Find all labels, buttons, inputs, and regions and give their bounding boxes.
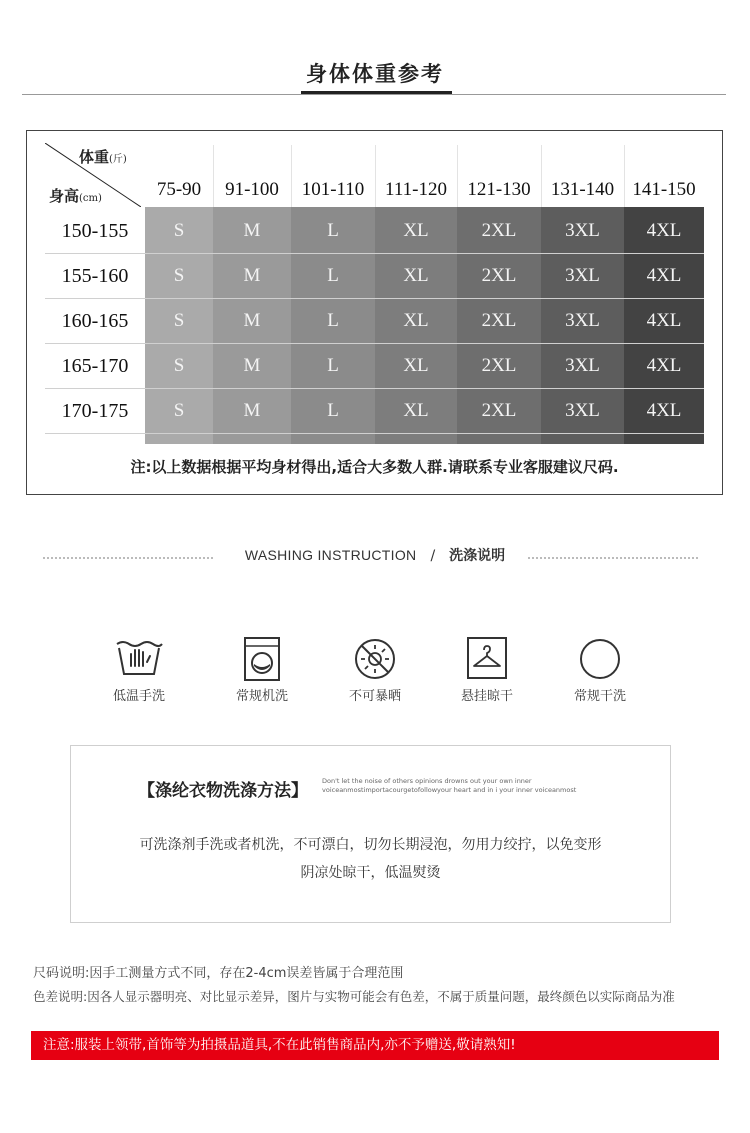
size-cell: 3XL (565, 310, 600, 331)
table-corner-header (45, 143, 141, 207)
size-column (145, 207, 213, 444)
size-cell: 4XL (646, 265, 682, 286)
wash-item-machine-wash (212, 636, 312, 704)
no-sun-icon (350, 636, 400, 682)
row-separator (45, 433, 704, 434)
wash-label: 低温手洗 (112, 689, 165, 704)
size-cell: XL (403, 400, 429, 421)
title-divider (22, 94, 726, 95)
size-column (213, 207, 291, 444)
weight-column-header: 121-130 (467, 179, 531, 200)
hanging-dry-icon (462, 636, 512, 682)
height-row-label: 150-155 (61, 220, 129, 242)
size-cell: S (173, 265, 185, 286)
size-column (457, 207, 541, 444)
wash-label: 常规干洗 (573, 689, 626, 704)
size-column (291, 207, 375, 444)
size-cell: 2XL (481, 310, 517, 331)
quote-line: Don't let the noise of others opinions drowns out your own inner (322, 777, 532, 785)
weight-axis-label: 体重(斤) (79, 148, 127, 166)
method-quote (322, 777, 622, 795)
wash-label: 不可暴晒 (348, 689, 401, 704)
weight-column-header: 75-90 (156, 179, 202, 200)
wash-item-hang-dry (437, 636, 537, 704)
size-cell: M (243, 265, 261, 286)
washing-method-box (70, 745, 671, 923)
size-cell: XL (403, 310, 429, 331)
size-cell: XL (403, 220, 429, 241)
height-row-label: 165-170 (61, 355, 129, 377)
size-cell: 4XL (646, 355, 682, 376)
method-instructions-cont: 阴凉处晾干，低温熨烫 (300, 865, 441, 881)
size-cell: M (243, 355, 261, 376)
size-column (541, 207, 624, 444)
row-separator (45, 343, 704, 344)
size-cell: L (327, 400, 339, 421)
size-cell: XL (403, 265, 429, 286)
warning-text: 注意:服装上领带,首饰等为拍摄品道具,不在此销售商品内,亦不予赠送,敬请熟知! (43, 1037, 516, 1053)
table-note: 注:以上数据根据平均身材得出,适合大多数人群.请联系专业客服建议尺码. (130, 458, 619, 476)
size-cell: 3XL (565, 220, 600, 241)
size-cell: 3XL (565, 355, 600, 376)
warning-banner (31, 1031, 719, 1060)
row-separator (45, 388, 704, 389)
size-cell: 3XL (565, 400, 600, 421)
size-cell: L (327, 310, 339, 331)
method-title: 【涤纶衣物洗涤方法】 (138, 781, 308, 801)
size-cell: M (243, 310, 261, 331)
size-table (26, 130, 723, 495)
height-row-label: 170-175 (61, 400, 129, 422)
size-cell: L (327, 355, 339, 376)
weight-column-header: 91-100 (225, 179, 279, 200)
size-note: 尺码说明:因手工测量方式不同，存在2-4cm误差皆属于合理范围 (33, 966, 404, 981)
weight-column-header: 131-140 (550, 179, 615, 200)
quote-line: voiceanmostimportacourgetofollowyour heart and in i your inner voiceanmost (322, 786, 577, 794)
size-cell: 4XL (646, 400, 682, 421)
hand-wash-icon (114, 636, 164, 682)
wash-item-dry-clean (550, 636, 650, 704)
size-cell: 2XL (481, 265, 517, 286)
size-cell: S (173, 400, 185, 421)
height-row-label: 155-160 (61, 265, 129, 287)
dry-clean-icon (575, 636, 625, 682)
method-instructions: 可洗涤剂手洗或者机洗，不可漂白，切勿长期浸泡，勿用力绞拧，以免变形 (139, 837, 602, 853)
height-row-label: 160-165 (61, 310, 129, 332)
row-separator (45, 298, 704, 299)
weight-column-header: 111-120 (385, 179, 447, 200)
size-cell: S (173, 355, 185, 376)
size-cell: 4XL (646, 220, 682, 241)
size-cell: 2XL (481, 400, 517, 421)
size-cell: 2XL (481, 220, 517, 241)
title-underline (301, 91, 452, 94)
size-column (624, 207, 704, 444)
size-column (375, 207, 457, 444)
washing-machine-icon (237, 636, 287, 682)
washing-header: WASHING INSTRUCTION / 洗涤说明 (244, 547, 506, 564)
row-separator (45, 253, 704, 254)
wash-label: 常规机洗 (235, 689, 288, 704)
size-cell: M (243, 400, 261, 421)
size-cell: 3XL (565, 265, 600, 286)
weight-column-header: 141-150 (632, 179, 696, 200)
weight-column-header: 101-110 (301, 179, 365, 200)
size-cell: XL (403, 355, 429, 376)
height-axis-label: 身高(cm) (49, 187, 102, 205)
wash-item-no-sun (325, 636, 425, 704)
size-cell: 4XL (646, 310, 682, 331)
color-note: 色差说明:因各人显示器明亮、对比显示差异，图片与实物可能会有色差，不属于质量问题，最终颜色以实际商品为准 (33, 989, 675, 1004)
size-cell: S (173, 310, 185, 331)
size-cell: 2XL (481, 355, 517, 376)
size-cell: L (327, 265, 339, 286)
wash-item-hand-wash (89, 636, 189, 704)
page-title: 身体体重参考 (306, 62, 444, 86)
size-cell: M (243, 220, 261, 241)
size-cell: L (327, 220, 339, 241)
wash-label: 悬挂晾干 (460, 689, 513, 704)
size-cell: S (173, 220, 185, 241)
